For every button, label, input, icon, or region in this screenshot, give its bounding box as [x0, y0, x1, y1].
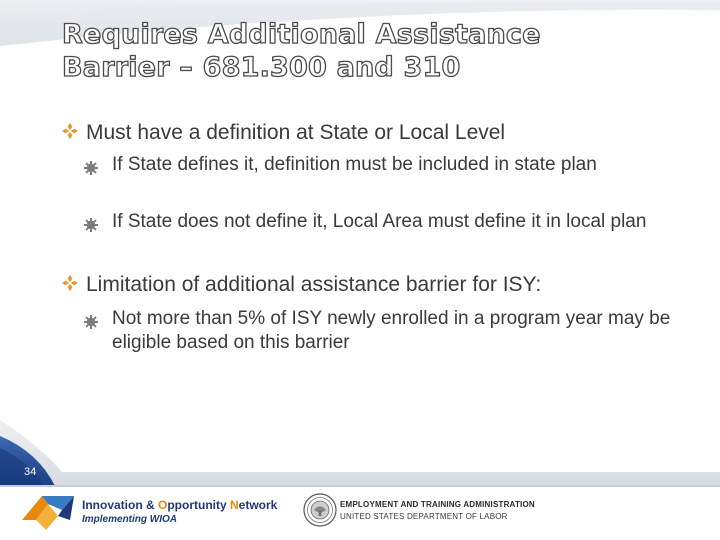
starburst-bullet-icon [84, 215, 98, 239]
ion-network-name [82, 498, 277, 512]
diamond-bullet-icon [62, 120, 86, 146]
sub-bullet-item [84, 210, 684, 234]
title-line-1: Requires Additional Assistance [62, 19, 541, 50]
ion-name-part: pportunity [167, 498, 230, 512]
ion-name-part: etwork [238, 498, 278, 512]
dol-name: UNITED STATES DEPARTMENT OF LABOR [340, 512, 508, 521]
ion-name-part: O [158, 498, 168, 512]
sub-bullet-text: If State defines it, definition must be included in state plan [112, 154, 597, 175]
sub-bullet-item [84, 153, 684, 177]
starburst-bullet-icon [84, 312, 98, 336]
ion-arrow-logo-icon [18, 490, 78, 532]
sub-bullet-text: Not more than 5% of ISY newly enrolled in a program year may be eligible based on this barrier [112, 308, 671, 353]
title-line-2: Barrier – 681.300 and 310 [62, 52, 461, 83]
bullet-text: Limitation of additional assistance barrier for ISY: [86, 273, 542, 296]
ion-name-part: Innovation & [82, 498, 158, 512]
ion-name-part: N [230, 498, 239, 512]
bullet-item [62, 272, 702, 298]
slide-title [62, 18, 622, 84]
sub-bullet-item [84, 307, 684, 355]
ion-subtitle: Implementing WIOA [82, 514, 177, 525]
starburst-bullet-icon [84, 158, 98, 182]
eta-name: EMPLOYMENT AND TRAINING ADMINISTRATION [340, 500, 535, 509]
page-number: 34 [24, 466, 37, 478]
bullet-text: Must have a definition at State or Local Level [86, 121, 506, 144]
bullet-item [62, 120, 702, 146]
dol-seal-icon [303, 493, 337, 527]
diamond-bullet-icon [62, 272, 86, 298]
sub-bullet-text: If State does not define it, Local Area must define it in local plan [112, 211, 647, 232]
